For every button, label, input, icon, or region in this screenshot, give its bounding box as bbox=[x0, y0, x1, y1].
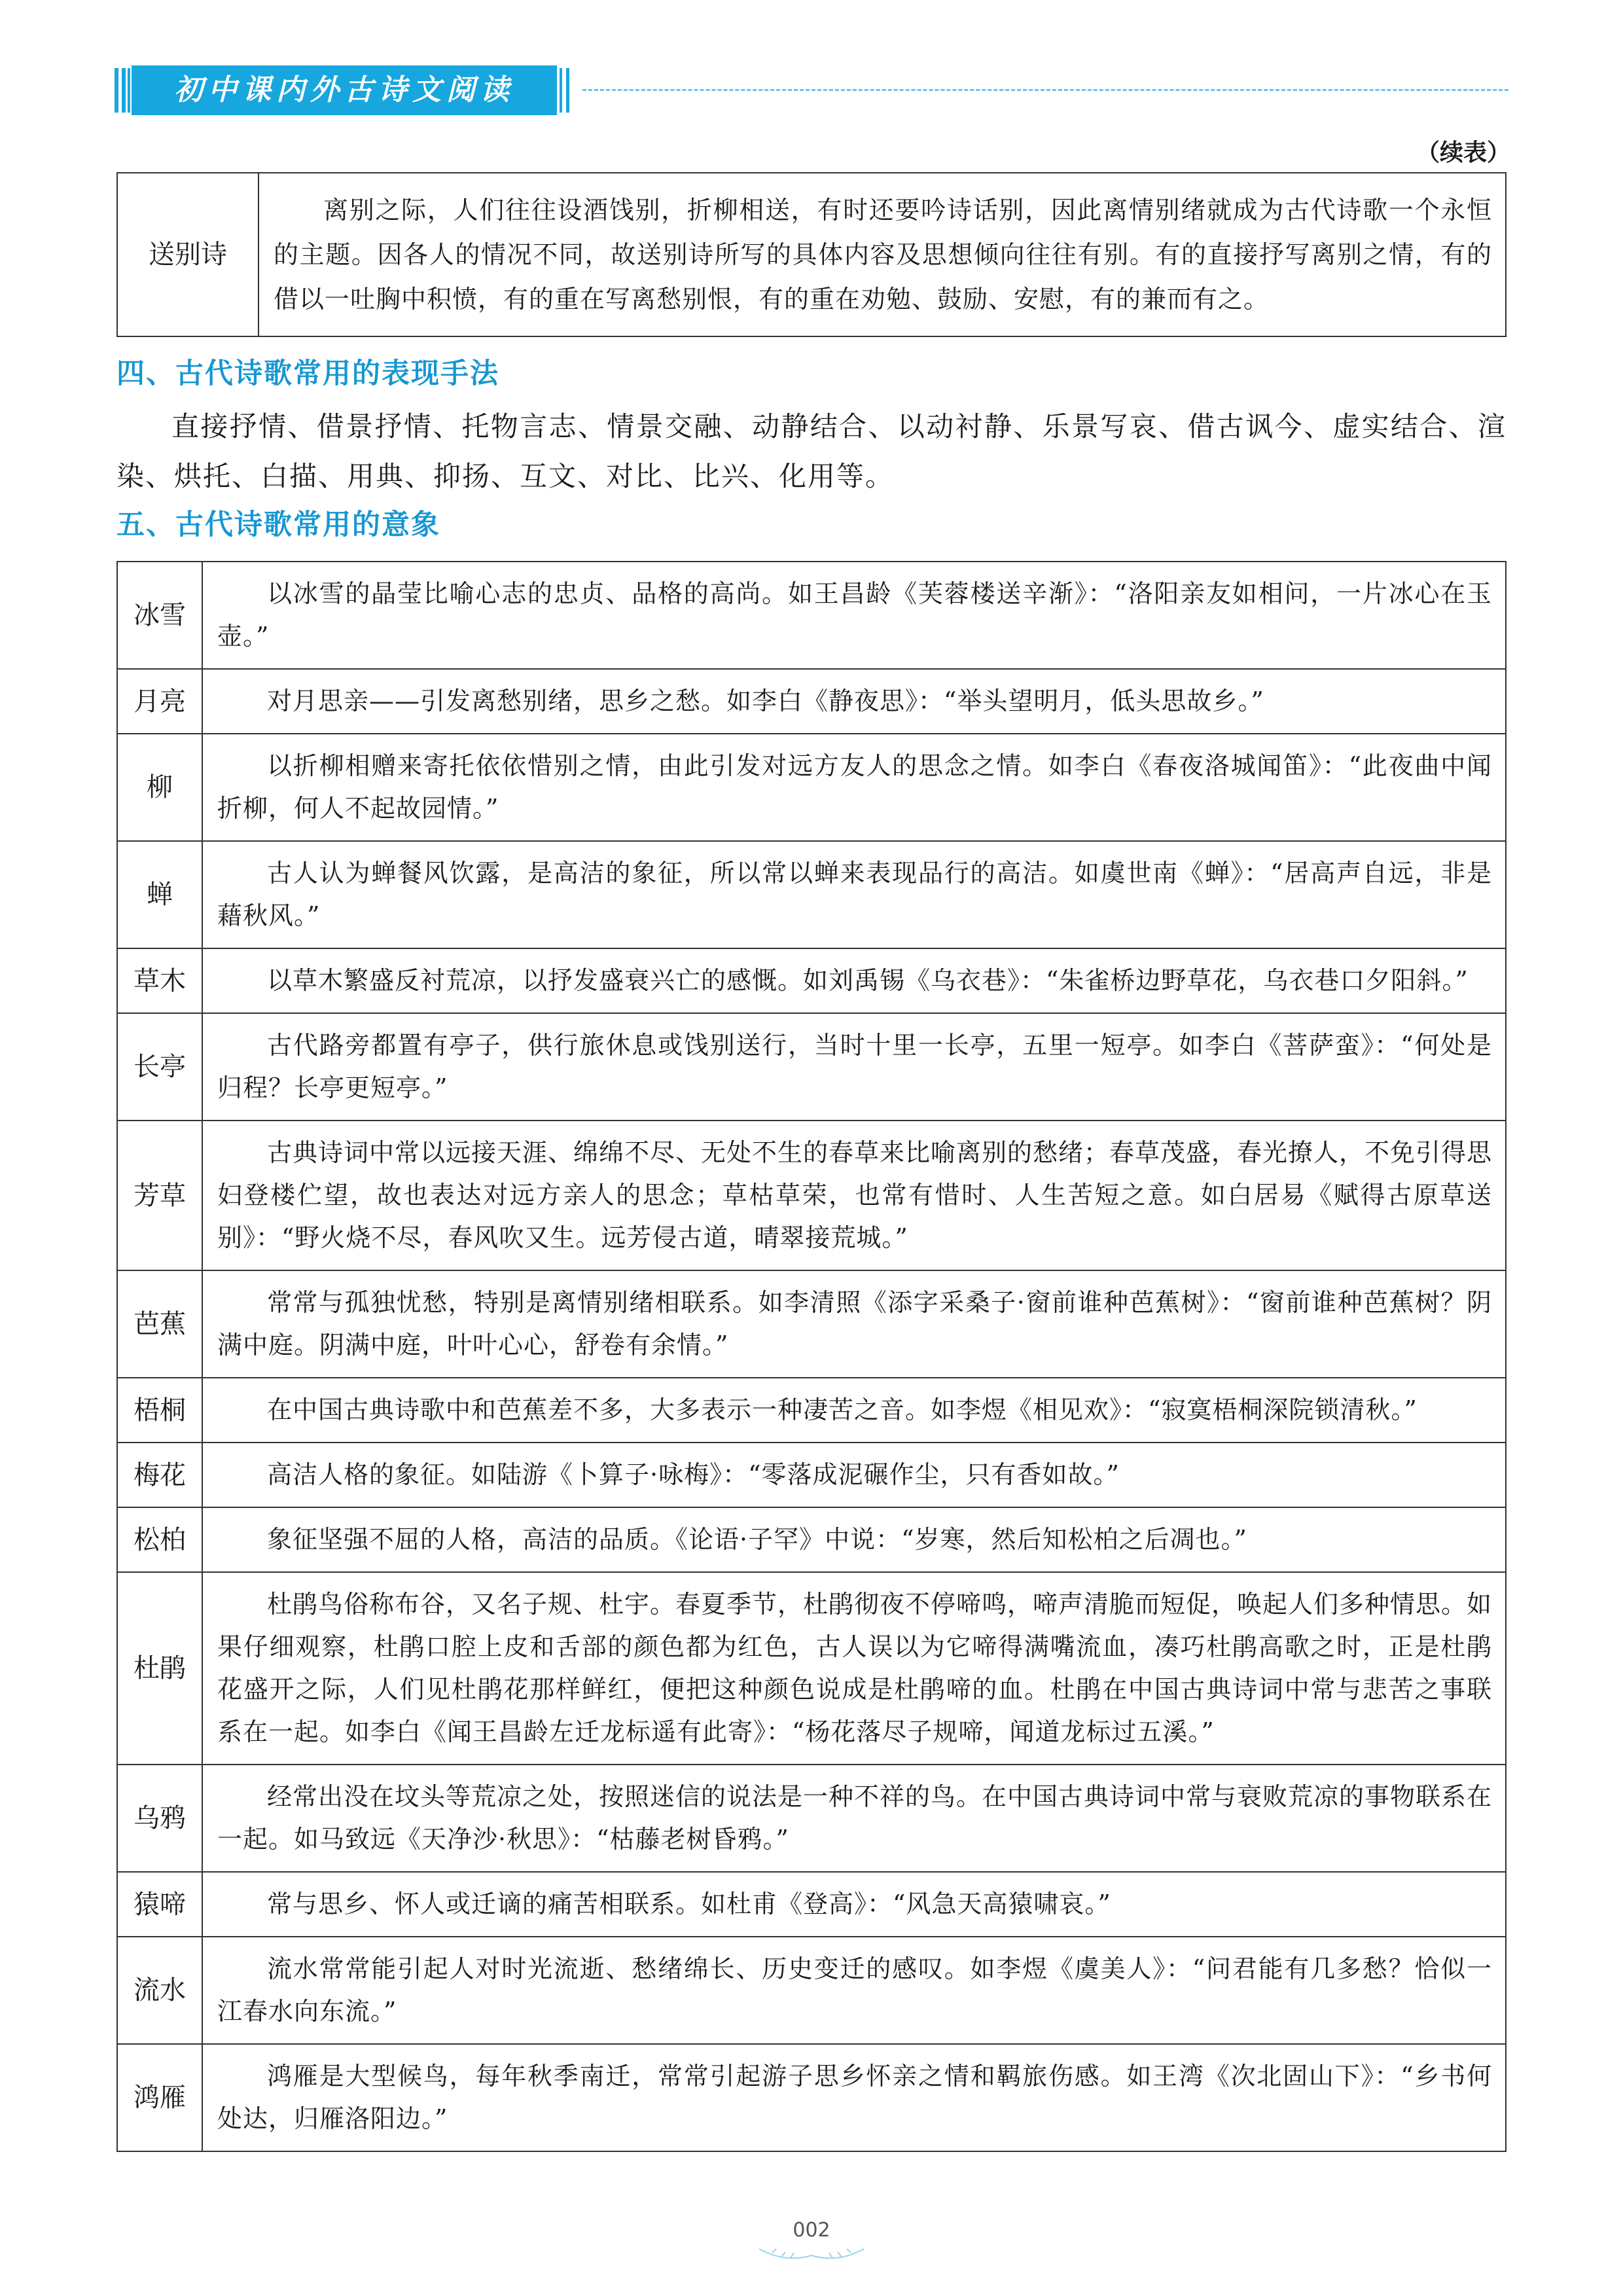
poetry-types-table bbox=[116, 172, 1507, 337]
row-label: 芭蕉 bbox=[117, 1270, 202, 1378]
table-row bbox=[117, 1443, 1506, 1507]
row-label: 梅花 bbox=[117, 1443, 202, 1507]
row-label: 松柏 bbox=[117, 1507, 202, 1572]
imagery-table bbox=[116, 561, 1507, 2152]
table-row bbox=[117, 173, 1506, 336]
continuation-label: （续表） bbox=[1416, 139, 1510, 166]
row-label: 梧桐 bbox=[117, 1378, 202, 1443]
row-text: 古代路旁都置有亭子，供行旅休息或饯别送行，当时十里一长亭，五里一短亭。如李白《菩萨蛮》：“何处是归程？长亭更短亭。” bbox=[202, 1013, 1506, 1121]
table-row bbox=[117, 1013, 1506, 1121]
page-number: 002 bbox=[793, 2219, 830, 2242]
row-label: 柳 bbox=[117, 734, 202, 841]
header-dashed-line bbox=[582, 89, 1508, 91]
row-text: 高洁人格的象征。如陆游《卜算子·咏梅》：“零落成泥碾作尘，只有香如故。” bbox=[202, 1443, 1506, 1507]
table-row bbox=[117, 2044, 1506, 2151]
row-text: 古典诗词中常以远接天涯、绵绵不尽、无处不生的春草来比喻离别的愁绪；春草茂盛，春光撩人，不免引得思妇登楼伫望，故也表达对远方亲人的思念；草枯草荣，也常有惜时、人生苦短之意。如白居易《赋得古原草送别》：“野火烧不尽，春风吹又生。远芳侵古道，晴翠接荒城。” bbox=[202, 1121, 1506, 1270]
table-row bbox=[117, 1378, 1506, 1443]
row-text: 鸿雁是大型候鸟，每年秋季南迁，常常引起游子思乡怀亲之情和羁旅伤感。如王湾《次北固山下》：“乡书何处达，归雁洛阳边。” bbox=[202, 2044, 1506, 2151]
table-row bbox=[117, 669, 1506, 734]
row-label: 月亮 bbox=[117, 669, 202, 734]
row-label: 芳草 bbox=[117, 1121, 202, 1270]
row-text: 象征坚强不屈的人格，高洁的品质。《论语·子罕》中说：“岁寒，然后知松柏之后凋也。” bbox=[202, 1507, 1506, 1572]
row-label: 乌鸦 bbox=[117, 1765, 202, 1872]
row-label: 长亭 bbox=[117, 1013, 202, 1121]
table-row bbox=[117, 1121, 1506, 1270]
row-label: 草木 bbox=[117, 948, 202, 1013]
row-label: 流水 bbox=[117, 1937, 202, 2044]
row-text: 以冰雪的晶莹比喻心志的忠贞、品格的高尚。如王昌龄《芙蓉楼送辛渐》：“洛阳亲友如相问，一片冰心在玉壶。” bbox=[202, 562, 1506, 669]
table-row bbox=[117, 562, 1506, 669]
table-row bbox=[117, 1765, 1506, 1872]
section-heading-imagery: 五、古代诗歌常用的意象 bbox=[116, 509, 440, 541]
row-text: 离别之际，人们往往设酒饯别，折柳相送，有时还要吟诗话别，因此离情别绪就成为古代诗歌一个永恒的主题。因各人的情况不同，故送别诗所写的具体内容及思想倾向往往有别。有的直接抒写离别之情，有的借以一吐胸中积愤，有的重在写离愁别恨，有的重在劝勉、鼓励、安慰，有的兼而有之。 bbox=[259, 173, 1506, 336]
row-label: 鸿雁 bbox=[117, 2044, 202, 2151]
table-row bbox=[117, 841, 1506, 948]
table-row bbox=[117, 734, 1506, 841]
row-text: 以草木繁盛反衬荒凉，以抒发盛衰兴亡的感慨。如刘禹锡《乌衣巷》：“朱雀桥边野草花，乌衣巷口夕阳斜。” bbox=[202, 948, 1506, 1013]
table-row bbox=[117, 1572, 1506, 1765]
row-text: 流水常常能引起人对时光流逝、愁绪绵长、历史变迁的感叹。如李煜《虞美人》：“问君能有几多愁？恰似一江春水向东流。” bbox=[202, 1937, 1506, 2044]
header-decor-bars bbox=[115, 68, 132, 113]
row-label: 冰雪 bbox=[117, 562, 202, 669]
row-text: 对月思亲——引发离愁别绪，思乡之愁。如李白《静夜思》：“举头望明月，低头思故乡。” bbox=[202, 669, 1506, 734]
row-label: 猿啼 bbox=[117, 1872, 202, 1937]
table-row bbox=[117, 1937, 1506, 2044]
table-row bbox=[117, 1270, 1506, 1378]
book-title: 初中课内外古诗文阅读 bbox=[132, 65, 557, 115]
techniques-paragraph: 直接抒情、借景抒情、托物言志、情景交融、动静结合、以动衬静、乐景写哀、借古讽今、虚实结合、渲染、烘托、白描、用典、抑扬、互文、对比、比兴、化用等。 bbox=[116, 410, 1507, 492]
row-text: 以折柳相赠来寄托依依惜别之情，由此引发对远方友人的思念之情。如李白《春夜洛城闻笛》：“此夜曲中闻折柳，何人不起故园情。” bbox=[202, 734, 1506, 841]
row-text: 在中国古典诗歌中和芭蕉差不多，大多表示一种凄苦之音。如李煜《相见欢》：“寂寞梧桐深院锁清秋。” bbox=[202, 1378, 1506, 1443]
row-text: 常与思乡、怀人或迁谪的痛苦相联系。如杜甫《登高》：“风急天高猿啸哀。” bbox=[202, 1872, 1506, 1937]
table-row bbox=[117, 948, 1506, 1013]
row-text: 经常出没在坟头等荒凉之处，按照迷信的说法是一种不祥的鸟。在中国古典诗词中常与衰败荒凉的事物联系在一起。如马致远《天净沙·秋思》：“枯藤老树昏鸦。” bbox=[202, 1765, 1506, 1872]
page-header-banner bbox=[115, 65, 1508, 115]
row-text: 常常与孤独忧愁，特别是离情别绪相联系。如李清照《添字采桑子·窗前谁种芭蕉树》：“窗前谁种芭蕉树？阴满中庭。阴满中庭，叶叶心心，舒卷有余情。” bbox=[202, 1270, 1506, 1378]
row-label: 蝉 bbox=[117, 841, 202, 948]
page-number-ornament-icon bbox=[753, 2244, 870, 2263]
row-label: 送别诗 bbox=[117, 173, 259, 336]
section-heading-techniques: 四、古代诗歌常用的表现手法 bbox=[116, 357, 499, 390]
table-row bbox=[117, 1872, 1506, 1937]
row-text: 杜鹃鸟俗称布谷，又名子规、杜宇。春夏季节，杜鹃彻夜不停啼鸣，啼声清脆而短促，唤起人们多种情思。如果仔细观察，杜鹃口腔上皮和舌部的颜色都为红色，古人误以为它啼得满嘴流血，凑巧杜鹃高歌之时，正是杜鹃花盛开之际，人们见杜鹃花那样鲜红，便把这种颜色说成是杜鹃啼的血。杜鹃在中国古典诗词中常与悲苦之事联系在一起。如李白《闻王昌龄左迁龙标遥有此寄》：“杨花落尽子规啼，闻道龙标过五溪。” bbox=[202, 1572, 1506, 1765]
row-text: 古人认为蝉餐风饮露，是高洁的象征，所以常以蝉来表现品行的高洁。如虞世南《蝉》：“居高声自远，非是藉秋风。” bbox=[202, 841, 1506, 948]
table-row bbox=[117, 1507, 1506, 1572]
header-decor-bars-end bbox=[560, 68, 573, 113]
row-label: 杜鹃 bbox=[117, 1572, 202, 1765]
